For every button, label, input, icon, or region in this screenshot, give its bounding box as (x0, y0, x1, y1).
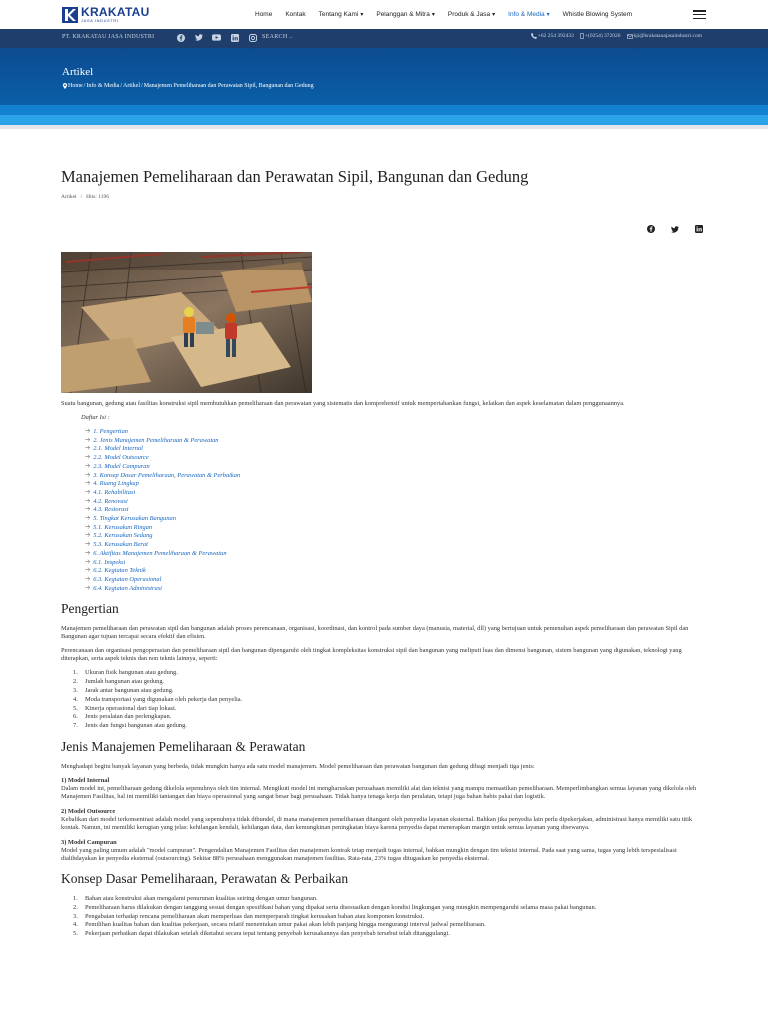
email-contact[interactable] (627, 33, 702, 39)
toc-item[interactable]: 🡢 5.2. Kerusakan Sedang (85, 532, 153, 540)
toc-item[interactable]: 🡢 5. Tingkat Kerusakan Bangunan (85, 515, 176, 523)
paragraph: Manajemen pemeliharaan dan perawatan sipil dan bangunan adalah proses perencanaan, organisasi, koordinasi, dan kontrol pada sumber daya (manusia, material, dll) yang bertujuan untuk pemenuhan aspek pemeliharaan dan perawatan Sipil dan Bangunan agar tujuan tercapai secara efektif dan efisien. (61, 625, 689, 641)
toc-item[interactable]: 🡢 1. Pengertian (85, 428, 128, 435)
banner-title: Artikel (62, 66, 94, 78)
breadcrumb-home[interactable]: Home (68, 83, 83, 89)
email-address: kji@krakatauajasaindustri.com (633, 33, 702, 39)
model-text: Dalam model ini, pemeliharaan gedung dikelola sepenuhnya oleh tim internal. Mengikuti model ini mengharuskan perusahaan memiliki alat dan teknisi yang mampu memastikan pemeliharaan. Memperlimbangkan semua layanan yang dikelola oleh Manajemen Fasilitas, hal ini memiliki tantangan dan biaya operasional yang sangat besar bagi perusahaan. Tidak hanya tenaga kerja dan peralatan, tetapi juga bahan habis pakai dan logistik. (61, 784, 697, 800)
chevron-down-icon: ▾ (492, 12, 496, 18)
chevron-down-icon: ▾ (546, 12, 550, 18)
toc-item[interactable]: 🡢 6.2. Kegiatan Teknik (85, 567, 146, 575)
breadcrumb-info-media[interactable]: Info & Media (86, 83, 120, 89)
list-item: 5. Kinerja operasional dari tiap lokasi. (73, 704, 177, 712)
toc-item[interactable]: 🡢 4.1. Rehabilitasi (85, 488, 136, 496)
nav-kontak[interactable] (285, 11, 305, 18)
article-intro: Suatu bangunan, gedung atau fasilitas konstruksi sipil membutuhkan pemeliharaan dan perawatan yang sistematis dan komprehensif untuk mempertahankan fungsi, kelaikan dan aspek keselamatan dalam penggunaannya. (61, 400, 625, 407)
section-heading-pengertian: Pengertian (61, 601, 119, 617)
toc-item[interactable]: 🡢 5.1. Kerusakan Ringan (85, 523, 153, 531)
main-menu (255, 0, 645, 29)
twitter-icon[interactable] (194, 33, 203, 42)
breadcrumb-current: Manajemen Pemeliharaan dan Perawatan Sipil, Bangunan dan Gedung (143, 83, 314, 89)
list-item: 5. Pekerjaan perbaikan dapat dilakukan setelah diketahui secara tepat tentang penyebab kerusakannya dan penyebab tersebut telah ditanggulangi. (73, 930, 450, 938)
phone-contact[interactable] (531, 33, 574, 39)
list-item: 2. Jumlah bangunan atau gedung. (73, 678, 165, 686)
share-buttons (632, 224, 704, 234)
chevron-down-icon: ▾ (360, 12, 364, 18)
info-bar (0, 29, 768, 48)
envelope-icon (627, 34, 633, 39)
model-title: 3) Model Campuran (61, 838, 117, 846)
ordered-list (73, 895, 707, 939)
nav-info-media[interactable] (508, 11, 550, 18)
article-meta: Artikel / Hits: 1196 (61, 194, 109, 200)
toc-title: Daftar Isi : (81, 414, 110, 421)
paragraph: Perencanaan dan organisasi pengoperasian dan pemeliharaan sipil dan bangunan dipengaruhi oleh tingkat kompleksitas konstruksi sipil dan bangunan yang meliputi luas dan dimensi bangunan, sistem bangunan yang digunakan, teknologi yang diterapkan, serta aspek teknis dan non teknis lainnya, seperti: (61, 647, 682, 663)
brand-name: KRAKATAU (81, 5, 150, 19)
banner-stripe (0, 115, 768, 125)
twitter-icon[interactable] (670, 224, 680, 234)
model-text: Model yang paling umum adalah "model campuran". Pengendalian Manajemen Fasilitas dan manajemen kontrak tetap menjadi tugas internal, bahkan mungkin dengan tim teknisi internal. Pada saat yang sama, tugas yang lebih terspesialisasi dialihdayakan ke penyedia eksternal (outsourcing). Sekitar 88% perusahaan menggunakan manajemen fasilitas. Rata-rata, 23% tugas ditugaskan ke penyedia eksternal. (61, 846, 677, 862)
phone-number: +62 254 392433 (537, 33, 574, 39)
breadcrumb: Home / Info & Media / Artikel / Manajemen Pemeliharaan dan Perawatan Sipil, Bangunan dan Gedung (62, 83, 314, 89)
model-title: 2) Model Outsource (61, 807, 116, 815)
article (61, 167, 707, 938)
site-logo[interactable] (62, 5, 150, 25)
section-heading-jenis: Jenis Manajemen Pemeliharaan & Perawatan (61, 738, 306, 754)
page-banner (0, 48, 768, 105)
nav-whistle-blowing-label: Whistle Blowing System (562, 11, 633, 18)
list-item: 1. Bahan atau konstruksi akan mengalami penurunan kualitas seiring dengan umur bangunan. (73, 894, 318, 902)
mobile-contact[interactable] (580, 33, 621, 39)
toc-item[interactable]: 🡢 6.1. Inspeksi (85, 558, 126, 566)
nav-whistle-blowing[interactable] (563, 11, 632, 18)
nav-tentang-kami[interactable] (319, 11, 364, 18)
facebook-icon[interactable] (176, 33, 185, 42)
article-image-construction-workers (61, 252, 312, 393)
mobile-icon (580, 33, 584, 39)
toc-item[interactable]: 🡢 3. Konsep Dasar Pemeliharaan, Perawatan & Perbaikan (85, 471, 241, 479)
phone-icon (531, 33, 537, 39)
nav-home-label: Home (255, 11, 273, 18)
list-item: 4. Pemilihan kualitas bahan dan kualitas pekerjaan, secara relatif menentukan umur pakai akan lebih panjang hingga mengurangi interval jadwal pemeliharaan. (73, 921, 486, 929)
nav-pelanggan-mitra[interactable] (376, 11, 435, 18)
list-item: 1. Ukuran fisik bangunan atau gedung. (73, 669, 178, 677)
model-campuran (61, 839, 707, 863)
article-body (61, 400, 707, 946)
nav-info-media-label: Info & Media (508, 11, 545, 18)
toc-item[interactable]: 🡢 2. Jenis Manajemen Pemeliharaan & Perawatan (85, 436, 219, 444)
search-input[interactable]: SEARCH .. (262, 34, 293, 40)
social-links (176, 33, 266, 42)
toc-item[interactable]: 🡢 6.3. Kegiatan Operasional (85, 575, 162, 583)
contact-info (525, 33, 702, 39)
hamburger-icon[interactable] (693, 10, 706, 19)
brand-subtitle: JASA INDUSTRI (81, 18, 119, 23)
toc-item[interactable]: 🡢 6.4. Kegiatan Administrasi (85, 584, 162, 592)
toc-item[interactable]: 🡢 6. Aktifitas Manajemen Pemeliharaan & Perawatan (85, 549, 227, 557)
mobile-number: +(0254) 372026 (584, 33, 621, 39)
toc-item[interactable]: 🡢 4.3. Restorasi (85, 506, 129, 514)
list-item: 3. Jarak antar bangunan atau gedung. (73, 686, 174, 694)
toc-item[interactable]: 🡢 4.2. Renovasi (85, 497, 128, 505)
instagram-icon[interactable] (248, 33, 257, 42)
ordered-list (73, 669, 707, 731)
toc-item[interactable]: 🡢 4. Ruang Lingkup (85, 480, 139, 488)
paragraph: Menghadapi begitu banyak layanan yang berbeda, tidak mungkin hanya ada satu model manajemen. Model pemeliharaan dan perawatan bangunan dan gedung dibagi menjadi tiga jenis: (61, 762, 535, 770)
toc-item[interactable]: 🡢 2.3. Model Campuran (85, 462, 150, 470)
list-item: 2. Pemeliharaan harus dilakukan dengan tanggung sesuai dengan spesifikasi bahan yang dipakai serta disesuaikan dengan kondisi lingkungan yang mungkin mempengaruhi selama masa pakai bangunan. (73, 903, 597, 911)
list-item: 6. Jenis peralatan dan perlengkapan. (73, 713, 172, 721)
toc-item[interactable]: 🡢 5.3. Kerusakan Berat (85, 541, 148, 549)
breadcrumb-artikel[interactable]: Artikel (123, 83, 141, 89)
top-navbar (0, 0, 768, 29)
model-text: Kebalikan dari model terkonsentrasi adalah model yang sepenuhnya tidak dibundel, di mana manajemen pemeliharaan ditangani oleh penyedia layanan eksternal. Bahkan jika penyedia lain perlu dipekerjakan, administrasi hanya memiliki satu titik kontak. Namun, ini memiliki kerugian yang jelas: kehilangan kendali, kehilangan data, dan kemungkinan peningkatan biaya karena penyedia dapat menerapkan margin untuk semua layanan yang disewanya. (61, 815, 693, 831)
linkedin-icon[interactable] (694, 224, 704, 234)
model-internal (61, 777, 707, 801)
list-item: 7. Jenis dan fungsi bangunan atau gedung. (73, 722, 187, 730)
nav-tentang-kami-label: Tentang Kami (318, 11, 359, 18)
nav-produk-jasa-label: Produk & Jasa (447, 11, 491, 18)
company-name: PT. KRAKATAU JASA INDUSTRI (62, 34, 155, 40)
table-of-contents (85, 428, 707, 593)
list-item: 3. Pengabaian terhadap rencana pemeliharaan akan memperluas dan memperparah tingkat kerusakan bahan atau komponen konstruksi. (73, 912, 424, 920)
model-title: 1) Model Internal (61, 776, 110, 784)
article-title: Manajemen Pemeliharaan dan Perawatan Sipil, Bangunan dan Gedung (61, 167, 529, 186)
banner-stripe (0, 105, 768, 115)
nav-pelanggan-mitra-label: Pelanggan & Mitra (376, 11, 430, 18)
section-heading-konsep-dasar: Konsep Dasar Pemeliharaan, Perawatan & Perbaikan (61, 870, 349, 886)
toc-item[interactable]: 🡢 2.2. Model Outsource (85, 454, 149, 462)
nav-produk-jasa[interactable] (448, 11, 495, 18)
krakatau-logo-icon (62, 7, 78, 23)
nav-home[interactable] (255, 11, 272, 18)
youtube-icon[interactable] (212, 33, 221, 42)
article-category[interactable]: Artikel (61, 194, 77, 200)
facebook-icon[interactable] (646, 224, 656, 234)
article-hits: Hits: 1196 (86, 194, 109, 200)
toc-item[interactable]: 🡢 2.1. Model Internal (85, 445, 143, 453)
linkedin-icon[interactable] (230, 33, 239, 42)
chevron-down-icon: ▾ (431, 12, 435, 18)
banner-stripe (0, 125, 768, 129)
nav-kontak-label: Kontak (285, 11, 306, 18)
model-outsource (61, 808, 707, 832)
list-item: 4. Moda transportasi yang digunakan oleh pekerja dan penyelia. (73, 695, 243, 703)
